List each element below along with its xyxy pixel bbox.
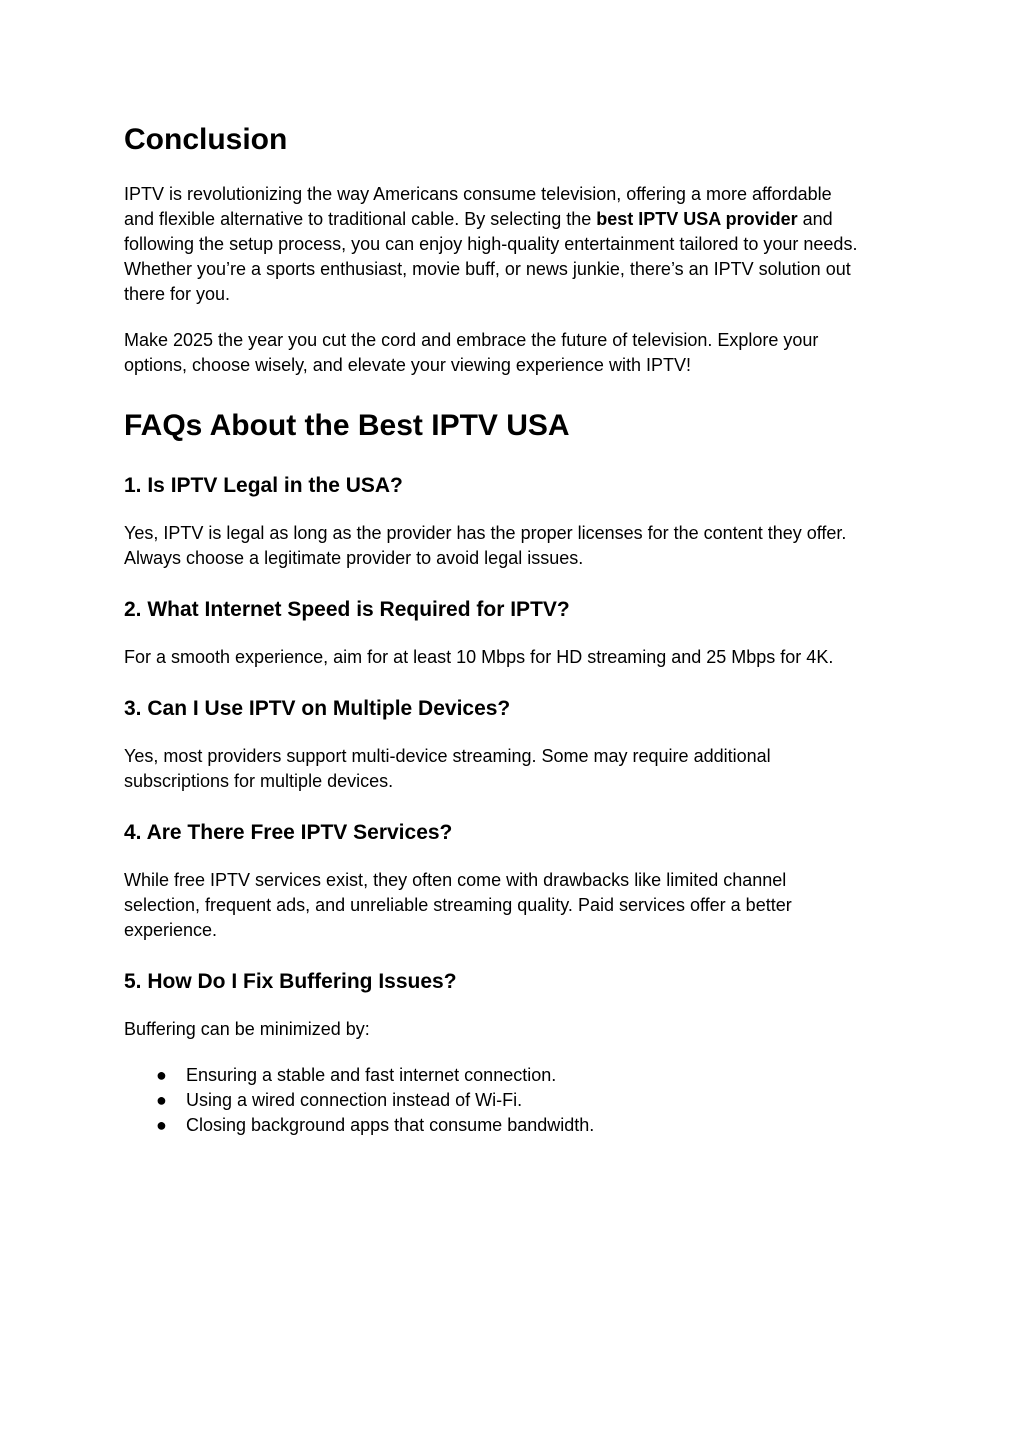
list-item bbox=[124, 1088, 594, 1113]
text-line: Always choose a legitimate provider to avoid legal issues. bbox=[124, 548, 584, 568]
faq-question-1: 1. Is IPTV Legal in the USA? bbox=[124, 474, 403, 497]
conclusion-heading: Conclusion bbox=[124, 123, 288, 156]
text-fragment: and bbox=[797, 209, 833, 229]
list-item-text: Using a wired connection instead of Wi-Fi. bbox=[186, 1090, 523, 1110]
text-line: For a smooth experience, aim for at least 10 Mbps for HD streaming and 25 Mbps for 4K. bbox=[124, 647, 834, 667]
faq-question-5: 5. How Do I Fix Buffering Issues? bbox=[124, 970, 457, 993]
text-line: Yes, IPTV is legal as long as the provider has the proper licenses for the content they offer. bbox=[124, 523, 847, 543]
bullet-icon: ● bbox=[156, 1065, 167, 1085]
faq-answer-5 bbox=[124, 1017, 904, 1042]
text-line: subscriptions for multiple devices. bbox=[124, 771, 394, 791]
faq-answer-1 bbox=[124, 521, 904, 571]
text-line: Buffering can be minimized by: bbox=[124, 1019, 370, 1039]
list-item-text: Ensuring a stable and fast internet connection. bbox=[186, 1065, 557, 1085]
list-item-text: Closing background apps that consume bandwidth. bbox=[186, 1115, 595, 1135]
bold-keyword: best IPTV USA provider bbox=[596, 209, 798, 229]
faq-answer-3 bbox=[124, 744, 904, 794]
faq-answer-2 bbox=[124, 645, 904, 670]
text-line: IPTV is revolutionizing the way Americans consume television, offering a more affordable bbox=[124, 184, 832, 204]
bullet-icon: ● bbox=[156, 1115, 167, 1135]
faq-question-3: 3. Can I Use IPTV on Multiple Devices? bbox=[124, 697, 511, 720]
faq-question-2: 2. What Internet Speed is Required for IPTV? bbox=[124, 598, 570, 621]
buffering-tips-list bbox=[124, 1063, 594, 1138]
text-line: selection, frequent ads, and unreliable streaming quality. Paid services offer a better bbox=[124, 895, 792, 915]
text-line: While free IPTV services exist, they often come with drawbacks like limited channel bbox=[124, 870, 787, 890]
text-line: experience. bbox=[124, 920, 218, 940]
bullet-icon: ● bbox=[156, 1090, 167, 1110]
conclusion-paragraph-1 bbox=[124, 182, 904, 307]
text-line: Yes, most providers support multi-device streaming. Some may require additional bbox=[124, 746, 771, 766]
text-line: options, choose wisely, and elevate your viewing experience with IPTV! bbox=[124, 355, 691, 375]
faq-question-4: 4. Are There Free IPTV Services? bbox=[124, 821, 453, 844]
text-line bbox=[124, 207, 904, 232]
faq-answer-4 bbox=[124, 868, 904, 943]
text-line: following the setup process, you can enjoy high-quality entertainment tailored to your needs. bbox=[124, 234, 858, 254]
conclusion-paragraph-2 bbox=[124, 328, 904, 378]
text-line: Make 2025 the year you cut the cord and embrace the future of television. Explore your bbox=[124, 330, 819, 350]
list-item bbox=[124, 1113, 594, 1138]
list-item bbox=[124, 1063, 594, 1088]
faqs-heading: FAQs About the Best IPTV USA bbox=[124, 409, 570, 442]
text-line: there for you. bbox=[124, 284, 231, 304]
text-line: Whether you’re a sports enthusiast, movie buff, or news junkie, there’s an IPTV solution out bbox=[124, 259, 851, 279]
text-fragment: and flexible alternative to traditional cable. By selecting the bbox=[124, 209, 597, 229]
